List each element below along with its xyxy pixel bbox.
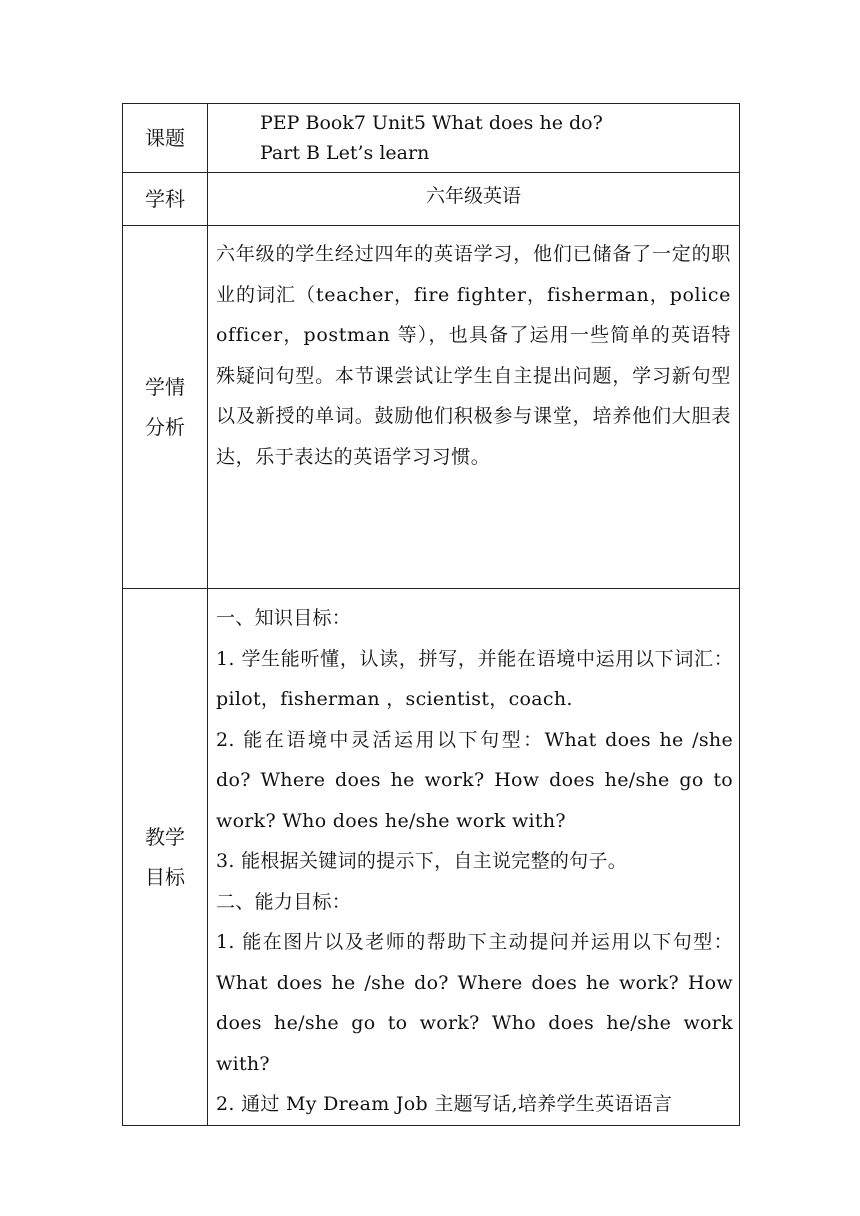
- title-label-text: 课题: [145, 126, 185, 150]
- title-line-1: PEP Book7 Unit5 What does he do?: [260, 112, 603, 134]
- title-line-2: Part B Let’s learn: [260, 142, 430, 164]
- ability-item-2: 2. 通过 My Dream Job 主题写话,培养学生英语语言: [216, 1093, 673, 1115]
- knowledge-heading: 一、知识目标：: [216, 607, 352, 629]
- goals-row: [123, 589, 740, 1126]
- subject-value: 六年级英语: [208, 173, 740, 226]
- goals-label-line-1: 教学: [145, 824, 185, 849]
- analysis-text: 六年级的学生经过四年的英语学习，他们已储备了一定的职业的词汇（teacher，fire fighter，fisherman，police officer，postman 等），也具备了运用一些简单的英语特殊疑问句型。本节课尝试让学生自主提出问题，学习新句型以及新授的单词。鼓励他们积极参与课堂，培养他们大胆表达，乐于表达的英语学习习惯。: [208, 226, 740, 589]
- goals-content: [208, 589, 740, 1126]
- knowledge-item-2: 2. 能在语境中灵活运用以下句型：What does he /she do? Where does he work? How does he/she go to work? Who does he/she work with?: [216, 728, 733, 832]
- title-label: [123, 104, 208, 173]
- goals-label: [123, 589, 208, 1126]
- analysis-label-line-2: 分析: [145, 415, 185, 439]
- subject-label-text: 学科: [145, 187, 185, 211]
- knowledge-item-3: 3. 能根据关键词的提示下，自主说完整的句子。: [216, 850, 628, 872]
- title-cell: [208, 104, 740, 173]
- subject-label: [123, 173, 208, 226]
- lesson-plan-table: [122, 103, 740, 1126]
- knowledge-item-1: 1. 学生能听懂，认读，拼写，并能在语境中运用以下词汇：pilot，fisherman ，scientist，coach.: [216, 647, 733, 710]
- analysis-row: [123, 226, 740, 589]
- analysis-label: [123, 226, 208, 589]
- subject-row: [123, 173, 740, 226]
- analysis-label-line-1: 学情: [145, 375, 185, 399]
- ability-item-1: 1. 能在图片以及老师的帮助下主动提问并运用以下句型：What does he /she do? Where does he work? How does he/she go to work? Who does he/she work with?: [216, 931, 733, 1075]
- ability-heading: 二、能力目标：: [216, 890, 352, 913]
- title-row: [123, 104, 740, 173]
- goals-label-line-2: 目标: [145, 864, 185, 889]
